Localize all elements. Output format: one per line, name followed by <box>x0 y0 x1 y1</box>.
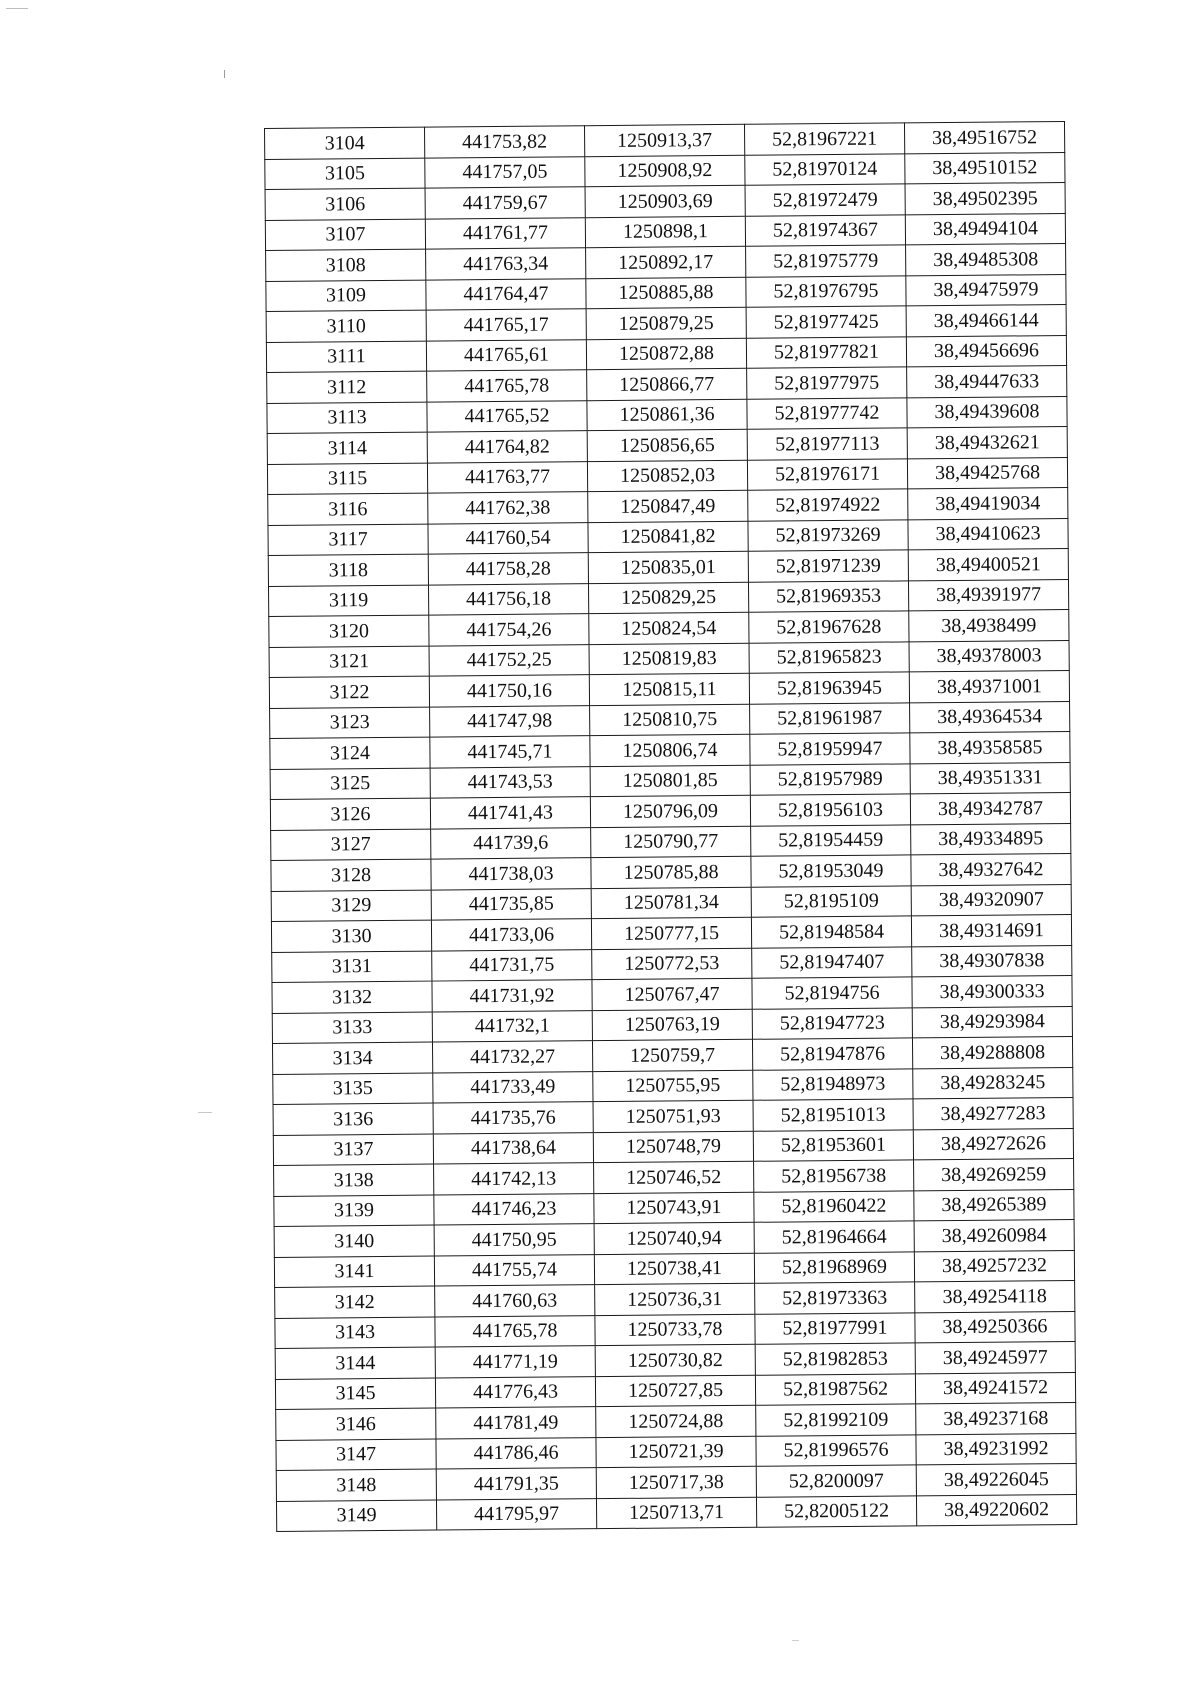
y-coordinate-cell: 1250746,52 <box>594 1161 754 1193</box>
y-coordinate-cell: 1250796,09 <box>590 795 750 827</box>
latitude-cell: 52,8195109 <box>751 885 911 917</box>
x-coordinate-cell: 441738,64 <box>433 1132 593 1164</box>
latitude-cell: 52,81971239 <box>748 550 908 582</box>
latitude-cell: 52,81953601 <box>753 1129 913 1161</box>
x-coordinate-cell: 441786,46 <box>436 1437 596 1469</box>
longitude-cell: 38,49439608 <box>907 396 1067 428</box>
latitude-cell: 52,81960422 <box>754 1190 914 1222</box>
y-coordinate-cell: 1250721,39 <box>596 1436 756 1468</box>
longitude-cell: 38,49516752 <box>904 122 1064 154</box>
point-number-cell: 3106 <box>265 188 425 220</box>
latitude-cell: 52,81968969 <box>754 1251 914 1283</box>
longitude-cell: 38,49378003 <box>909 640 1069 672</box>
latitude-cell: 52,81977991 <box>755 1312 915 1344</box>
point-number-cell: 3123 <box>270 707 430 739</box>
latitude-cell: 52,81948584 <box>751 916 911 948</box>
scan-artifact-dash <box>198 1112 212 1113</box>
latitude-cell: 52,81992109 <box>756 1404 916 1436</box>
longitude-cell: 38,49502395 <box>905 183 1065 215</box>
x-coordinate-cell: 441731,75 <box>432 949 592 981</box>
longitude-cell: 38,49288808 <box>912 1036 1072 1068</box>
point-number-cell: 3129 <box>271 890 431 922</box>
y-coordinate-cell: 1250824,54 <box>589 612 749 644</box>
point-number-cell: 3112 <box>267 371 427 403</box>
x-coordinate-cell: 441731,92 <box>432 980 592 1012</box>
point-number-cell: 3107 <box>265 219 425 251</box>
latitude-cell: 52,81977113 <box>747 428 907 460</box>
latitude-cell: 52,81964664 <box>754 1221 914 1253</box>
point-number-cell: 3125 <box>270 768 430 800</box>
longitude-cell: 38,49231992 <box>916 1433 1076 1465</box>
x-coordinate-cell: 441733,49 <box>433 1071 593 1103</box>
latitude-cell: 52,8200097 <box>756 1465 916 1497</box>
x-coordinate-cell: 441762,38 <box>428 492 588 524</box>
longitude-cell: 38,49241572 <box>915 1372 1075 1404</box>
longitude-cell: 38,49237168 <box>916 1402 1076 1434</box>
point-number-cell: 3134 <box>272 1042 432 1074</box>
y-coordinate-cell: 1250724,88 <box>596 1405 756 1437</box>
y-coordinate-cell: 1250885,88 <box>586 277 746 309</box>
longitude-cell: 38,49447633 <box>907 366 1067 398</box>
latitude-cell: 52,81947407 <box>752 946 912 978</box>
x-coordinate-cell: 441750,95 <box>434 1224 594 1256</box>
longitude-cell: 38,49269259 <box>914 1158 1074 1190</box>
y-coordinate-cell: 1250777,15 <box>591 917 751 949</box>
x-coordinate-cell: 441771,19 <box>435 1346 595 1378</box>
latitude-cell: 52,81956103 <box>750 794 910 826</box>
x-coordinate-cell: 441765,17 <box>426 309 586 341</box>
point-number-cell: 3148 <box>276 1469 436 1501</box>
y-coordinate-cell: 1250717,38 <box>596 1466 756 1498</box>
longitude-cell: 38,49250366 <box>915 1311 1075 1343</box>
y-coordinate-cell: 1250856,65 <box>587 429 747 461</box>
x-coordinate-cell: 441756,18 <box>428 583 588 615</box>
longitude-cell: 38,49334895 <box>911 823 1071 855</box>
longitude-cell: 38,49425768 <box>907 457 1067 489</box>
x-coordinate-cell: 441791,35 <box>436 1468 596 1500</box>
x-coordinate-cell: 441776,43 <box>435 1376 595 1408</box>
x-coordinate-cell: 441743,53 <box>430 766 590 798</box>
point-number-cell: 3146 <box>276 1408 436 1440</box>
point-number-cell: 3131 <box>272 951 432 983</box>
longitude-cell: 38,49226045 <box>916 1463 1076 1495</box>
latitude-cell: 52,81987562 <box>755 1373 915 1405</box>
y-coordinate-cell: 1250835,01 <box>588 551 748 583</box>
point-number-cell: 3115 <box>267 463 427 495</box>
latitude-cell: 52,81976795 <box>746 275 906 307</box>
latitude-cell: 52,81976171 <box>747 458 907 490</box>
latitude-cell: 52,81959947 <box>750 733 910 765</box>
point-number-cell: 3111 <box>266 341 426 373</box>
latitude-cell: 52,81969353 <box>748 580 908 612</box>
longitude-cell: 38,49510152 <box>905 152 1065 184</box>
point-number-cell: 3114 <box>267 432 427 464</box>
point-number-cell: 3130 <box>271 920 431 952</box>
x-coordinate-cell: 441759,67 <box>425 187 585 219</box>
y-coordinate-cell: 1250898,1 <box>585 216 745 248</box>
longitude-cell: 38,49432621 <box>907 427 1067 459</box>
longitude-cell: 38,49265389 <box>914 1189 1074 1221</box>
point-number-cell: 3144 <box>275 1347 435 1379</box>
y-coordinate-cell: 1250861,36 <box>587 399 747 431</box>
y-coordinate-cell: 1250736,31 <box>595 1283 755 1315</box>
x-coordinate-cell: 441738,03 <box>431 858 591 890</box>
longitude-cell: 38,49220602 <box>916 1494 1076 1526</box>
x-coordinate-cell: 441754,26 <box>429 614 589 646</box>
latitude-cell: 52,81951013 <box>753 1099 913 1131</box>
latitude-cell: 52,81967221 <box>744 123 904 155</box>
y-coordinate-cell: 1250740,94 <box>594 1222 754 1254</box>
point-number-cell: 3113 <box>267 402 427 434</box>
latitude-cell: 52,81948973 <box>753 1068 913 1100</box>
y-coordinate-cell: 1250730,82 <box>595 1344 755 1376</box>
latitude-cell: 52,81965823 <box>749 641 909 673</box>
y-coordinate-cell: 1250879,25 <box>586 307 746 339</box>
point-number-cell: 3127 <box>271 829 431 861</box>
longitude-cell: 38,49277283 <box>913 1097 1073 1129</box>
x-coordinate-cell: 441742,13 <box>434 1163 594 1195</box>
point-number-cell: 3138 <box>274 1164 434 1196</box>
latitude-cell: 52,81961987 <box>750 702 910 734</box>
longitude-cell: 38,49283245 <box>913 1067 1073 1099</box>
longitude-cell: 38,49364534 <box>910 701 1070 733</box>
x-coordinate-cell: 441746,23 <box>434 1193 594 1225</box>
longitude-cell: 38,49391977 <box>908 579 1068 611</box>
latitude-cell: 52,81947876 <box>752 1038 912 1070</box>
y-coordinate-cell: 1250785,88 <box>591 856 751 888</box>
y-coordinate-cell: 1250748,79 <box>593 1131 753 1163</box>
x-coordinate-cell: 441735,85 <box>431 888 591 920</box>
point-number-cell: 3121 <box>269 646 429 678</box>
point-number-cell: 3141 <box>274 1256 434 1288</box>
y-coordinate-cell: 1250767,47 <box>592 978 752 1010</box>
latitude-cell: 52,81954459 <box>751 824 911 856</box>
x-coordinate-cell: 441763,34 <box>426 248 586 280</box>
point-number-cell: 3120 <box>269 615 429 647</box>
point-number-cell: 3126 <box>270 798 430 830</box>
y-coordinate-cell: 1250892,17 <box>586 246 746 278</box>
coordinates-table-body <box>265 122 1077 1532</box>
longitude-cell: 38,49300333 <box>912 975 1072 1007</box>
longitude-cell: 38,49272626 <box>913 1128 1073 1160</box>
x-coordinate-cell: 441764,47 <box>426 278 586 310</box>
point-number-cell: 3136 <box>273 1103 433 1135</box>
point-number-cell: 3104 <box>265 127 425 159</box>
longitude-cell: 38,49342787 <box>910 792 1070 824</box>
latitude-cell: 52,8194756 <box>752 977 912 1009</box>
longitude-cell: 38,49320907 <box>911 884 1071 916</box>
y-coordinate-cell: 1250751,93 <box>593 1100 753 1132</box>
coordinates-table <box>264 121 1077 1532</box>
table-row <box>276 1494 1076 1531</box>
point-number-cell: 3118 <box>268 554 428 586</box>
longitude-cell: 38,49475979 <box>906 274 1066 306</box>
point-number-cell: 3147 <box>276 1439 436 1471</box>
y-coordinate-cell: 1250713,71 <box>596 1497 756 1529</box>
point-number-cell: 3149 <box>276 1500 436 1532</box>
longitude-cell: 38,49351331 <box>910 762 1070 794</box>
latitude-cell: 52,81974922 <box>748 489 908 521</box>
latitude-cell: 52,81973269 <box>748 519 908 551</box>
longitude-cell: 38,49400521 <box>908 548 1068 580</box>
y-coordinate-cell: 1250841,82 <box>588 521 748 553</box>
latitude-cell: 52,82005122 <box>756 1495 916 1527</box>
point-number-cell: 3143 <box>275 1317 435 1349</box>
y-coordinate-cell: 1250852,03 <box>587 460 747 492</box>
y-coordinate-cell: 1250772,53 <box>592 948 752 980</box>
x-coordinate-cell: 441763,77 <box>427 461 587 493</box>
latitude-cell: 52,81963945 <box>749 672 909 704</box>
x-coordinate-cell: 441795,97 <box>436 1498 596 1530</box>
x-coordinate-cell: 441765,52 <box>427 400 587 432</box>
point-number-cell: 3140 <box>274 1225 434 1257</box>
point-number-cell: 3117 <box>268 524 428 556</box>
longitude-cell: 38,49327642 <box>911 853 1071 885</box>
y-coordinate-cell: 1250759,7 <box>592 1039 752 1071</box>
y-coordinate-cell: 1250763,19 <box>592 1009 752 1041</box>
scan-artifact-dash <box>792 1640 799 1641</box>
y-coordinate-cell: 1250847,49 <box>588 490 748 522</box>
point-number-cell: 3110 <box>266 310 426 342</box>
longitude-cell: 38,49257232 <box>914 1250 1074 1282</box>
x-coordinate-cell: 441735,76 <box>433 1102 593 1134</box>
latitude-cell: 52,81970124 <box>745 153 905 185</box>
point-number-cell: 3128 <box>271 859 431 891</box>
longitude-cell: 38,4938499 <box>909 609 1069 641</box>
longitude-cell: 38,49314691 <box>911 914 1071 946</box>
latitude-cell: 52,81947723 <box>752 1007 912 1039</box>
latitude-cell: 52,81956738 <box>754 1160 914 1192</box>
latitude-cell: 52,81977742 <box>747 397 907 429</box>
y-coordinate-cell: 1250738,41 <box>594 1253 754 1285</box>
longitude-cell: 38,49371001 <box>909 670 1069 702</box>
longitude-cell: 38,49307838 <box>912 945 1072 977</box>
x-coordinate-cell: 441765,61 <box>426 339 586 371</box>
longitude-cell: 38,49419034 <box>908 488 1068 520</box>
y-coordinate-cell: 1250733,78 <box>595 1314 755 1346</box>
x-coordinate-cell: 441758,28 <box>428 553 588 585</box>
y-coordinate-cell: 1250790,77 <box>591 826 751 858</box>
y-coordinate-cell: 1250727,85 <box>595 1375 755 1407</box>
latitude-cell: 52,81953049 <box>751 855 911 887</box>
latitude-cell: 52,81967628 <box>749 611 909 643</box>
point-number-cell: 3119 <box>268 585 428 617</box>
x-coordinate-cell: 441747,98 <box>430 705 590 737</box>
y-coordinate-cell: 1250781,34 <box>591 887 751 919</box>
longitude-cell: 38,49410623 <box>908 518 1068 550</box>
latitude-cell: 52,81957989 <box>750 763 910 795</box>
latitude-cell: 52,81982853 <box>755 1343 915 1375</box>
x-coordinate-cell: 441781,49 <box>436 1407 596 1439</box>
x-coordinate-cell: 441741,43 <box>430 797 590 829</box>
x-coordinate-cell: 441739,6 <box>431 827 591 859</box>
scan-artifact-mark <box>6 8 28 9</box>
longitude-cell: 38,49466144 <box>906 305 1066 337</box>
y-coordinate-cell: 1250872,88 <box>586 338 746 370</box>
longitude-cell: 38,49485308 <box>906 244 1066 276</box>
y-coordinate-cell: 1250903,69 <box>585 185 745 217</box>
x-coordinate-cell: 441765,78 <box>435 1315 595 1347</box>
point-number-cell: 3108 <box>266 249 426 281</box>
point-number-cell: 3116 <box>268 493 428 525</box>
y-coordinate-cell: 1250806,74 <box>590 734 750 766</box>
latitude-cell: 52,81977975 <box>747 367 907 399</box>
longitude-cell: 38,49358585 <box>910 731 1070 763</box>
y-coordinate-cell: 1250755,95 <box>593 1070 753 1102</box>
longitude-cell: 38,49254118 <box>915 1280 1075 1312</box>
point-number-cell: 3135 <box>273 1073 433 1105</box>
x-coordinate-cell: 441760,63 <box>435 1285 595 1317</box>
latitude-cell: 52,81972479 <box>745 184 905 216</box>
longitude-cell: 38,49494104 <box>905 213 1065 245</box>
y-coordinate-cell: 1250810,75 <box>590 704 750 736</box>
point-number-cell: 3139 <box>274 1195 434 1227</box>
x-coordinate-cell: 441733,06 <box>431 919 591 951</box>
point-number-cell: 3142 <box>275 1286 435 1318</box>
point-number-cell: 3122 <box>269 676 429 708</box>
x-coordinate-cell: 441760,54 <box>428 522 588 554</box>
latitude-cell: 52,81975779 <box>746 245 906 277</box>
y-coordinate-cell: 1250829,25 <box>588 582 748 614</box>
x-coordinate-cell: 441745,71 <box>430 736 590 768</box>
x-coordinate-cell: 441752,25 <box>429 644 589 676</box>
x-coordinate-cell: 441757,05 <box>425 156 585 188</box>
x-coordinate-cell: 441750,16 <box>429 675 589 707</box>
x-coordinate-cell: 441732,27 <box>432 1041 592 1073</box>
y-coordinate-cell: 1250815,11 <box>589 673 749 705</box>
point-number-cell: 3145 <box>275 1378 435 1410</box>
point-number-cell: 3109 <box>266 280 426 312</box>
latitude-cell: 52,81996576 <box>756 1434 916 1466</box>
longitude-cell: 38,49260984 <box>914 1219 1074 1251</box>
y-coordinate-cell: 1250866,77 <box>587 368 747 400</box>
y-coordinate-cell: 1250819,83 <box>589 643 749 675</box>
y-coordinate-cell: 1250908,92 <box>585 155 745 187</box>
longitude-cell: 38,49293984 <box>912 1006 1072 1038</box>
y-coordinate-cell: 1250913,37 <box>584 124 744 156</box>
point-number-cell: 3124 <box>270 737 430 769</box>
x-coordinate-cell: 441755,74 <box>434 1254 594 1286</box>
latitude-cell: 52,81974367 <box>745 214 905 246</box>
latitude-cell: 52,81973363 <box>755 1282 915 1314</box>
point-number-cell: 3105 <box>265 158 425 190</box>
x-coordinate-cell: 441765,78 <box>427 370 587 402</box>
point-number-cell: 3132 <box>272 981 432 1013</box>
y-coordinate-cell: 1250801,85 <box>590 765 750 797</box>
longitude-cell: 38,49245977 <box>915 1341 1075 1373</box>
x-coordinate-cell: 441732,1 <box>432 1010 592 1042</box>
y-coordinate-cell: 1250743,91 <box>594 1192 754 1224</box>
longitude-cell: 38,49456696 <box>906 335 1066 367</box>
x-coordinate-cell: 441753,82 <box>424 126 584 158</box>
scan-artifact-tick <box>224 70 225 78</box>
x-coordinate-cell: 441764,82 <box>427 431 587 463</box>
x-coordinate-cell: 441761,77 <box>425 217 585 249</box>
point-number-cell: 3137 <box>273 1134 433 1166</box>
latitude-cell: 52,81977425 <box>746 306 906 338</box>
latitude-cell: 52,81977821 <box>746 336 906 368</box>
point-number-cell: 3133 <box>272 1012 432 1044</box>
